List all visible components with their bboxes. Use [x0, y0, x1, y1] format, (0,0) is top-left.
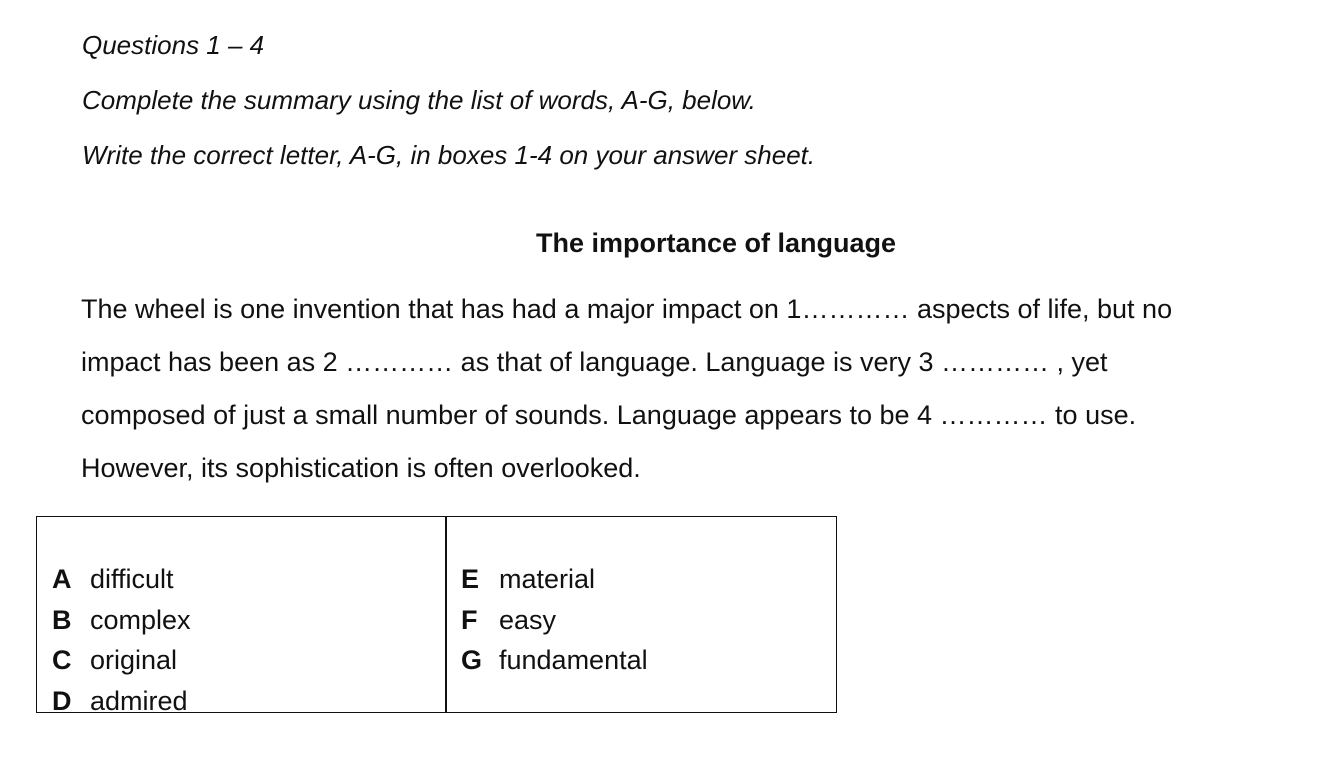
summary-line-1: [81, 293, 1172, 325]
word-list-box: [36, 516, 837, 716]
word-option-a: [52, 559, 191, 600]
instruction-complete-summary: Complete the summary using the list of words, A-G, below.: [82, 85, 756, 115]
option-letter: A: [52, 564, 72, 594]
summary-text-segment: , yet: [1049, 347, 1108, 377]
option-word: difficult: [90, 564, 174, 594]
answer-gap-4: …………: [939, 400, 1048, 430]
summary-line-3: [81, 399, 1136, 431]
summary-line-4: However, its sophistication is often overlooked.: [81, 453, 641, 483]
questions-heading: Questions 1 – 4: [82, 30, 265, 60]
option-letter: C: [52, 645, 72, 675]
word-option-f: [461, 600, 648, 641]
summary-title: The importance of language: [535, 228, 897, 258]
summary-text-segment: as that of language. Language is very 3: [453, 347, 942, 377]
option-letter: F: [461, 604, 478, 635]
instruction-write-letter: Write the correct letter, A-G, in boxes 1-4 on your answer sheet.: [82, 140, 816, 170]
option-word: admired: [90, 685, 188, 716]
option-word: complex: [90, 604, 191, 635]
summary-line-2: [81, 346, 1108, 378]
option-letter: E: [461, 564, 480, 594]
word-list-left-column: [52, 559, 191, 721]
option-word: fundamental: [499, 645, 648, 675]
summary-text-segment: to use.: [1047, 400, 1137, 430]
option-word: easy: [499, 604, 557, 635]
option-word: original: [90, 645, 178, 675]
word-option-c: [52, 640, 191, 681]
option-letter: B: [52, 604, 72, 635]
word-option-d: [52, 681, 191, 722]
answer-gap-1: …………: [801, 294, 910, 324]
summary-text-segment: aspects of life, but no: [909, 294, 1173, 324]
option-letter: D: [52, 685, 72, 716]
answer-gap-3: …………: [941, 347, 1050, 377]
summary-text-segment: The wheel is one invention that has had a major impact on 1: [81, 294, 802, 324]
summary-text-segment: impact has been as 2: [81, 347, 346, 377]
answer-gap-2: …………: [345, 347, 454, 377]
column-divider: [445, 517, 447, 712]
option-word: material: [499, 564, 596, 594]
summary-text-segment: composed of just a small number of sounds. Language appears to be 4: [81, 400, 940, 430]
word-option-g: [461, 640, 648, 681]
word-option-b: [52, 600, 191, 641]
option-letter: G: [461, 645, 483, 675]
word-list-right-column: [461, 559, 648, 681]
word-option-e: [461, 559, 648, 600]
